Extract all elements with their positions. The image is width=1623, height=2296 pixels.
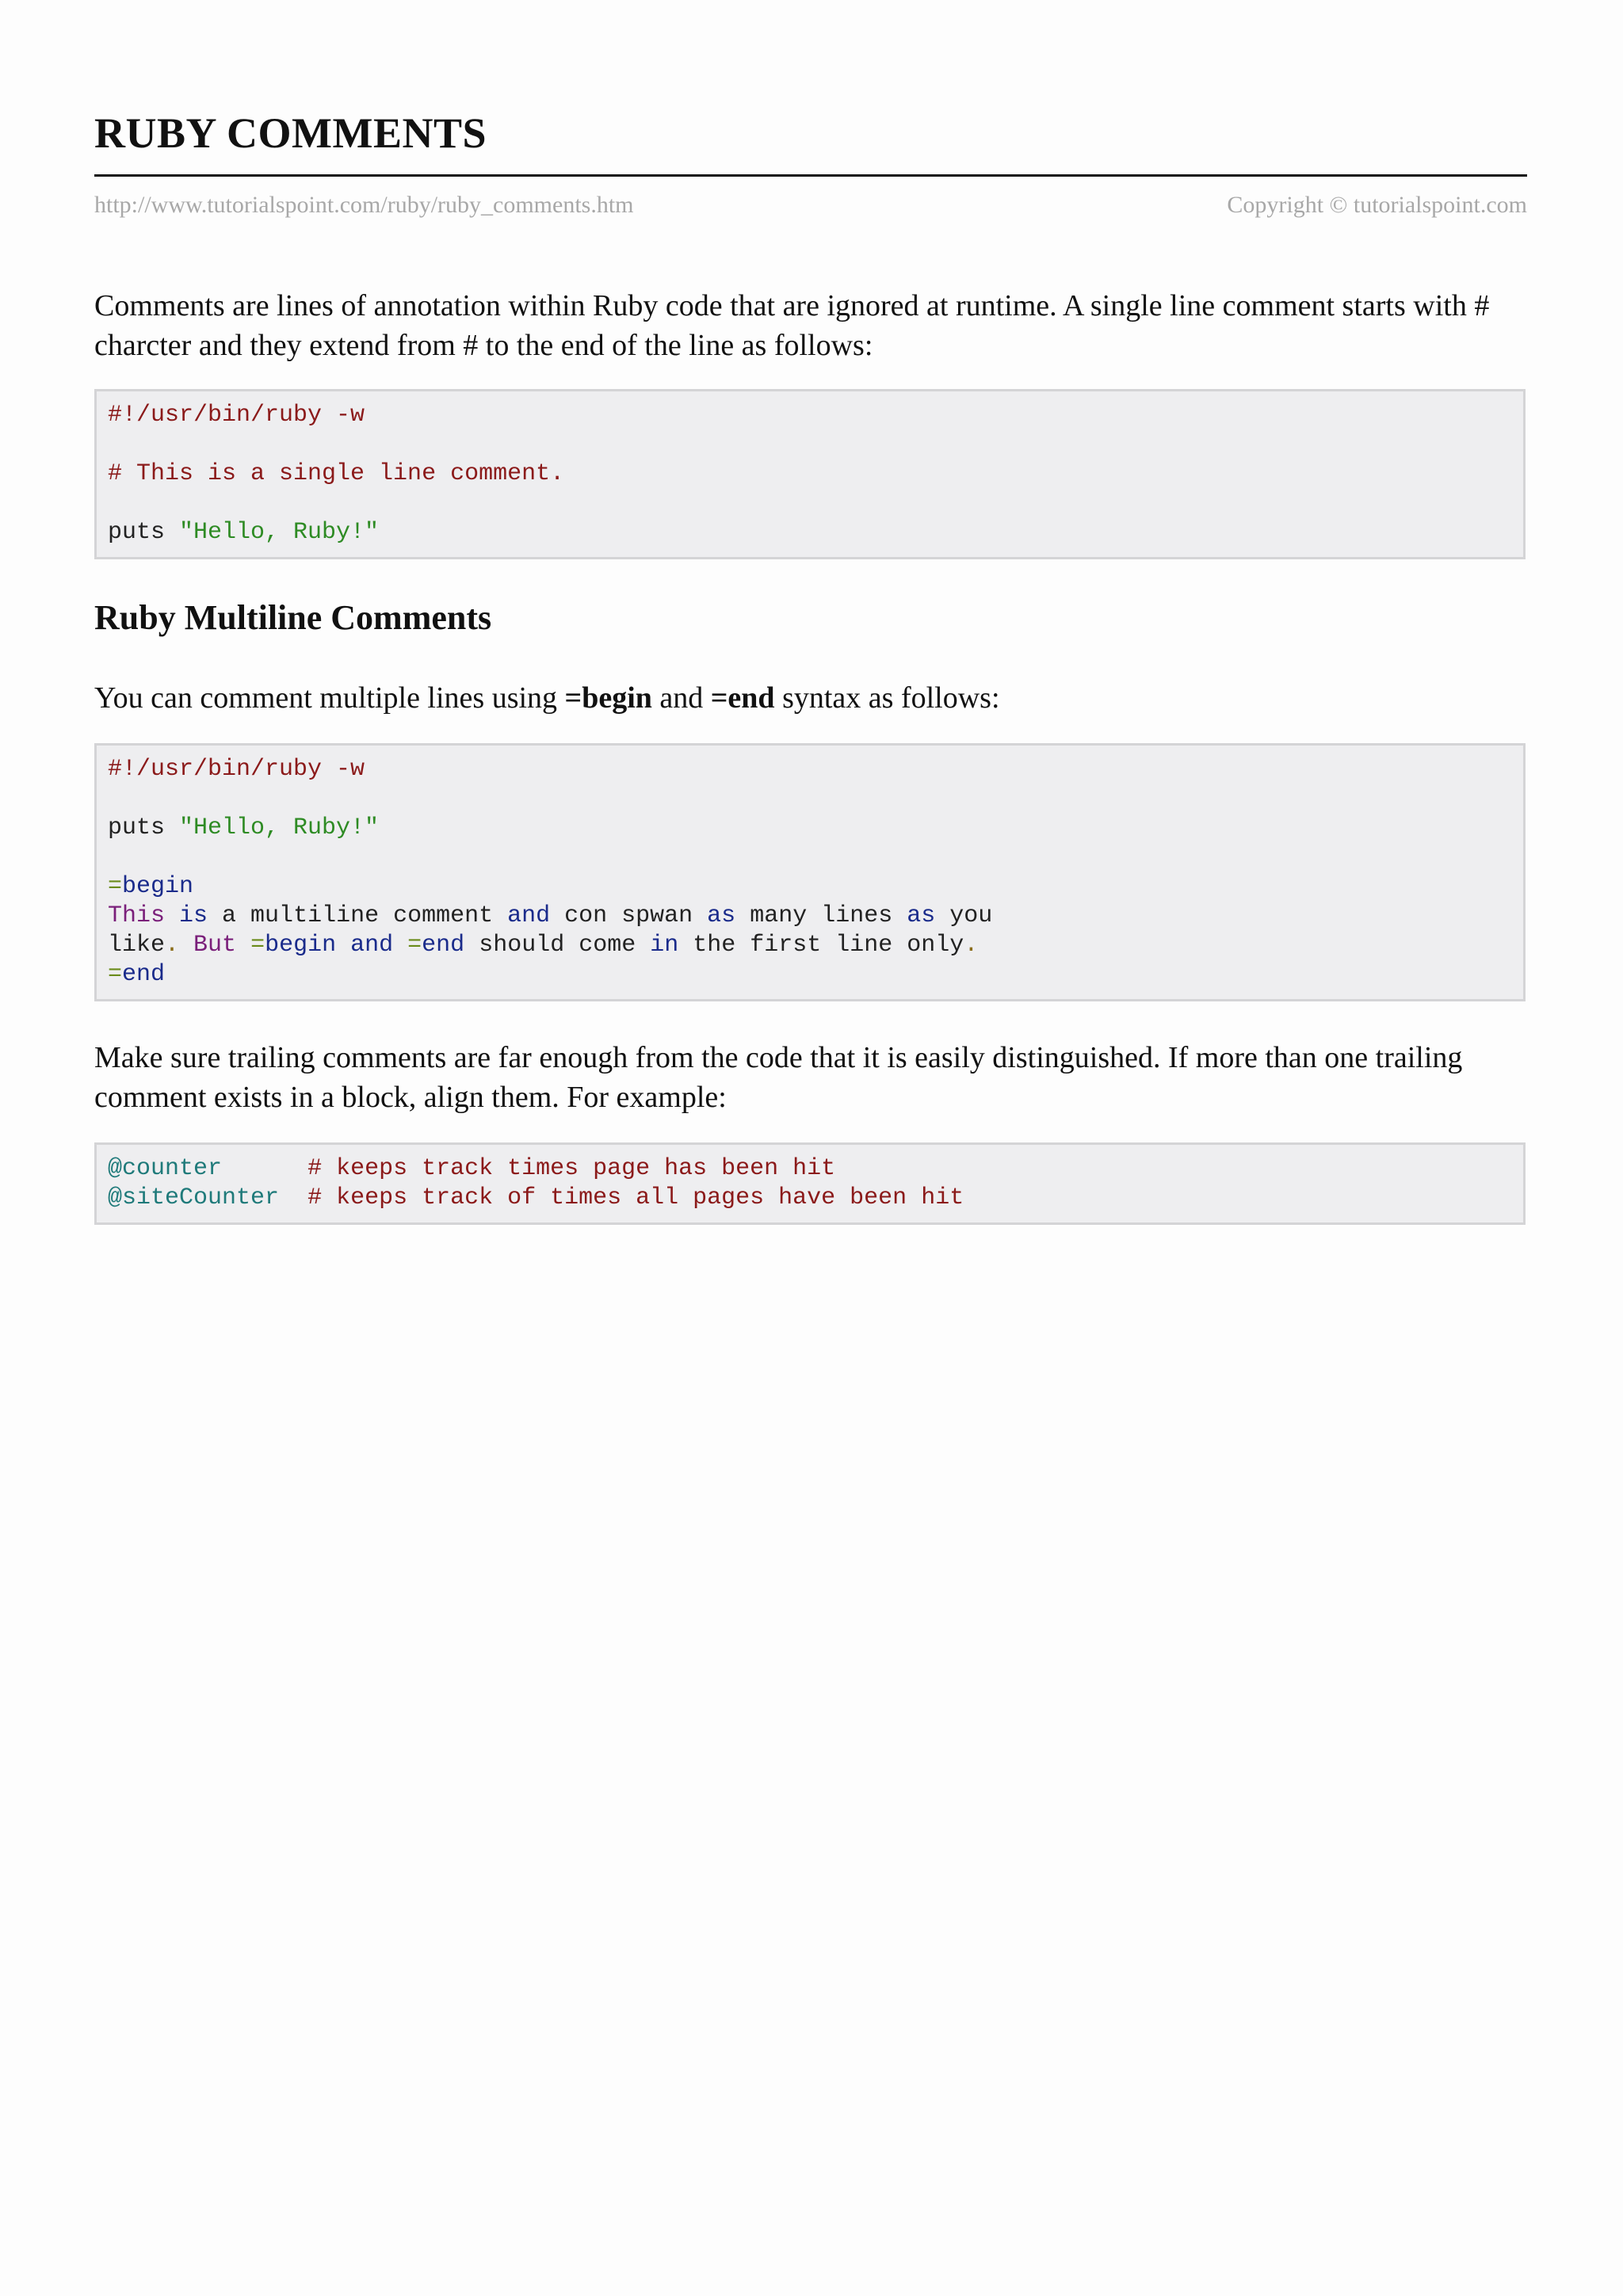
code-token-plain: a multiline comment [208,902,508,929]
code-token-constant: This [108,902,166,929]
code-token-operator: = [108,873,123,900]
begin-keyword: =begin [564,681,652,715]
text-span: syntax as follows: [774,681,1000,715]
code-line [108,1184,1512,1213]
code-token-plain: con spwan [550,902,708,929]
code-token-comment: # This is a single line comment. [108,460,565,487]
code-token-comment: # keeps track times page has been hit [307,1155,836,1182]
code-line-blank [108,430,1512,460]
code-token-whitespace [222,1155,307,1182]
intro-paragraph: Comments are lines of annotation within Ruby code that are ignored at runtime. A single line comment starts with # charcter and they extend from # to the end of the line as follows: [94,289,1490,362]
code-token-keyword: as [707,902,736,929]
end-keyword: =end [710,681,775,715]
code-token-string: "Hello, Ruby!" [179,814,380,841]
code-line [108,931,1512,960]
code-token-ivar: @siteCounter [108,1184,280,1211]
code-token-plain [179,932,193,959]
code-line [108,460,1512,489]
code-token-keyword: begin [122,873,194,900]
code-token-comment: #!/usr/bin/ruby -w [108,402,365,429]
code-token-keyword: as [907,902,936,929]
code-line [108,518,1512,547]
code-token-keyword: is [179,902,208,929]
code-token-constant: But [193,932,237,959]
code-line-blank [108,784,1512,814]
code-token-operator: = [108,961,123,988]
copyright-notice: Copyright © tutorialspoint.com [1227,192,1527,218]
code-token-keyword: end [122,961,166,988]
code-token-plain [165,902,179,929]
code-line [108,401,1512,430]
code-token-plain: should come [464,932,651,959]
code-token-plain: the first line only [678,932,964,959]
code-block-single-line [94,389,1526,559]
page-meta [94,189,1527,221]
code-token-comment: #!/usr/bin/ruby -w [108,756,365,783]
multiline-paragraph [94,678,1527,718]
code-token-whitespace [279,1184,307,1211]
code-line [108,814,1512,843]
code-token-plain [393,932,407,959]
code-token-operator: = [407,932,422,959]
text-span: and [651,681,711,715]
code-token-operator: = [250,932,265,959]
code-line [108,872,1512,902]
text-span: You can comment multiple lines using [94,681,565,715]
trailing-comments-paragraph: Make sure trailing comments are far enough from the code that it is easily distinguished. If more than one trailing comment exists in a block, align them. For example: [94,1041,1463,1114]
code-token-plain [236,932,250,959]
code-block-multiline [94,743,1526,1001]
code-line [108,902,1512,931]
code-token-keyword: end [422,932,465,959]
source-url: http://www.tutorialspoint.com/ruby/ruby_comments.htm [94,192,634,218]
title-divider [94,174,1527,177]
code-line [108,755,1512,784]
code-token-plain [336,932,350,959]
code-token-ivar: @counter [108,1155,223,1182]
code-token-plain: puts [108,519,180,546]
code-line-blank [108,489,1512,518]
code-token-keyword: in [650,932,679,959]
page-title: RUBY COMMENTS [94,109,487,157]
code-token-plain: puts [108,814,180,841]
code-line-blank [108,843,1512,872]
code-token-keyword: and [507,902,551,929]
code-token-keyword: and [350,932,394,959]
code-token-plain: like [108,932,166,959]
section-heading: Ruby Multiline Comments [94,598,492,637]
code-token-punctuation: . [964,932,979,959]
code-line [108,960,1512,990]
code-line [108,1154,1512,1184]
code-token-plain: you [935,902,993,929]
code-token-punctuation: . [165,932,180,959]
code-token-string: "Hello, Ruby!" [179,519,380,546]
code-token-keyword: begin [265,932,337,959]
code-token-plain: many lines [735,902,907,929]
code-block-trailing [94,1142,1526,1225]
code-token-comment: # keeps track of times all pages have been hit [307,1184,964,1211]
